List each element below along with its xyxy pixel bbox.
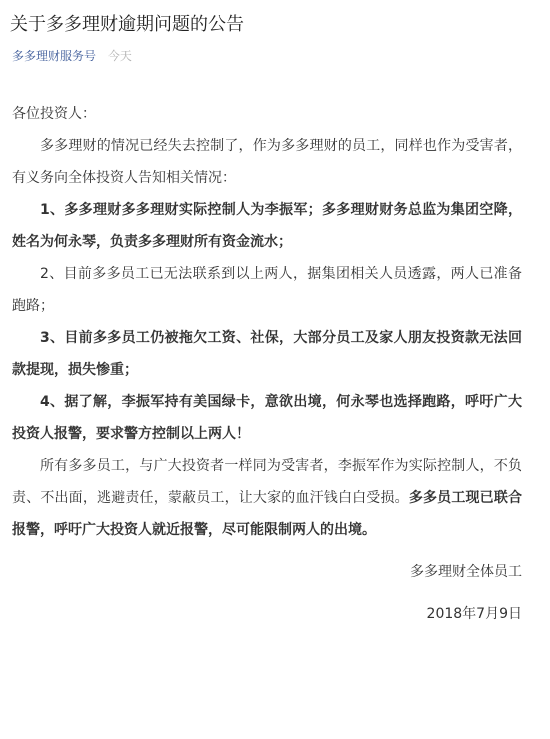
item-4-paragraph: 4、据了解，李振军持有美国绿卡，意欲出境，何永琴也选择跑路，呼吁广大投资人报警，要求警方控制以上两人！ bbox=[12, 394, 522, 442]
closing-normal-text: 所有多多员工，与广大投资者一样同为受害者，李振军作为实际控制人，不负责、不出面，逃避责任，蒙蔽员工，让大家的血汗钱白白受损。 bbox=[12, 458, 522, 506]
publish-date: 今天 bbox=[107, 49, 132, 63]
article-title: 关于多多理财逾期问题的公告 bbox=[10, 14, 244, 35]
account-name-link[interactable]: 多多理财服务号 bbox=[12, 49, 97, 63]
article-body bbox=[12, 98, 522, 630]
closing-paragraph bbox=[12, 450, 522, 546]
item-3-paragraph: 3、目前多多员工仍被拖欠工资、社保，大部分员工及家人朋友投资款无法回款提现，损失惨重； bbox=[12, 330, 522, 378]
article-meta bbox=[12, 47, 132, 65]
item-2-paragraph: 2、目前多多员工已无法联系到以上两人，据集团相关人员透露，两人已准备跑路； bbox=[12, 266, 522, 314]
item-1-paragraph: 1、多多理财多多理财实际控制人为李振军；多多理财财务总监为集团空降，姓名为何永琴，负责多多理财所有资金流水； bbox=[12, 202, 522, 250]
intro-paragraph: 多多理财的情况已经失去控制了，作为多多理财的员工，同样也作为受害者，有义务向全体投资人告知相关情况： bbox=[12, 138, 522, 186]
signature: 多多理财全体员工 bbox=[410, 564, 522, 580]
sign-date: 2018年7月9日 bbox=[426, 606, 522, 622]
closing-bold-text: 多多员工现已联合报警，呼吁广大投资人就近报警，尽可能限制两人的出境。 bbox=[12, 490, 523, 538]
salutation: 各位投资人： bbox=[12, 106, 96, 122]
